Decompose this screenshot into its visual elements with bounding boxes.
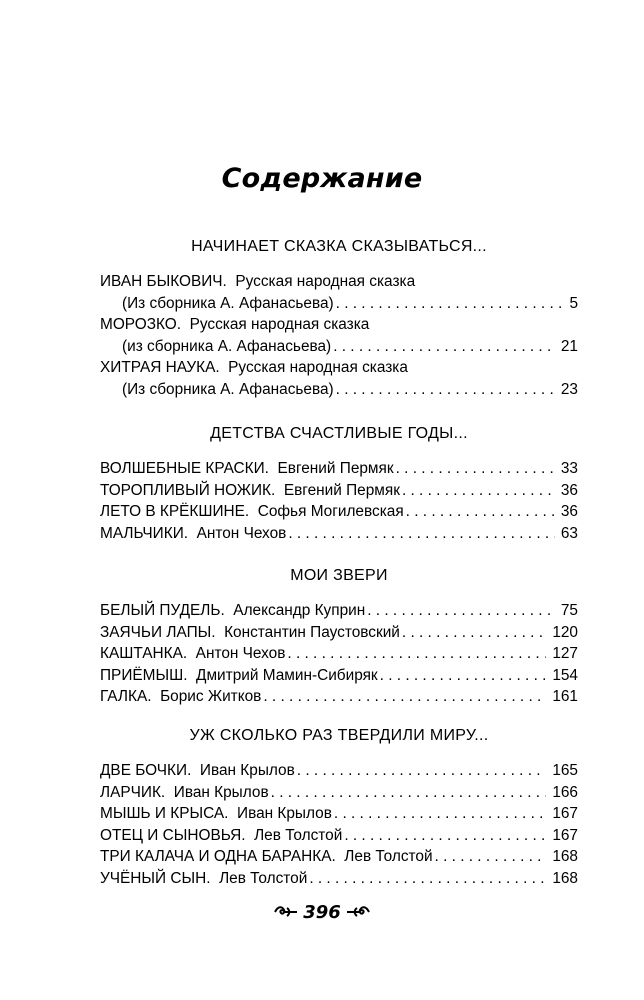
dot-leader [367,600,555,622]
entry-page-number: 36 [560,481,578,499]
toc-entry[interactable] [100,357,578,400]
entry-author: Софья Могилевская [249,503,404,521]
entry-author: Евгений Пермяк [275,481,400,499]
dot-leader [336,379,555,401]
entry-source: (Из сборника А. Афанасьева) [122,380,334,398]
dot-leader [402,480,555,502]
toc-entry[interactable] [100,314,578,357]
entry-line [100,271,578,293]
toc-entry[interactable] [100,760,578,782]
entry-line [100,825,578,847]
entry-line [100,523,578,545]
page-title: Содержание [221,163,423,194]
entry-page-number: 168 [552,869,578,887]
entry-author: Александр Куприн [224,602,366,619]
entry-line [100,336,578,358]
entry-title: ТОРОПЛИВЫЙ НОЖИК. [100,481,276,499]
entry-page-number: 5 [569,294,578,312]
entry-line [100,868,578,890]
entry-author: Лев Толстой [210,869,308,887]
entry-line [100,357,578,379]
entry-title: ХИТРАЯ НАУКА. [100,359,220,377]
entry-title: ПРИЁМЫШ. [100,666,188,684]
entry-line [100,782,578,804]
entry-line [100,846,578,868]
section-heading: НАЧИНАЕТ СКАЗКА СКАЗЫВАТЬСЯ... [191,238,487,255]
dot-leader [263,686,546,708]
entry-author: Русская народная сказка [226,273,416,290]
entry-author: Русская народная сказка [181,316,370,334]
entry-line [100,293,578,315]
entry-page-number: 63 [560,524,578,542]
page-number: 396 [303,901,341,923]
entry-line [100,760,578,782]
toc-entry[interactable] [100,825,578,847]
toc-entry[interactable] [100,271,578,314]
dot-leader [396,458,555,480]
dot-leader [271,782,547,804]
toc-entry[interactable] [100,600,578,622]
entry-line [100,501,578,523]
entry-author: Борис Житков [151,688,262,706]
entry-author: Лев Толстой [335,848,433,866]
entry-author: Константин Паустовский [215,623,400,641]
toc-entry[interactable] [100,501,578,523]
toc-section [100,422,578,544]
dot-leader [336,293,564,315]
entry-page-number: 21 [560,337,578,355]
entry-line [100,803,578,825]
entry-title: КАШТАНКА. [100,645,188,663]
entry-title: ВОЛШЕБНЫЕ КРАСКИ. [100,460,269,477]
dot-leader [435,846,547,868]
dot-leader [402,622,546,644]
right-ornament-icon [345,904,371,920]
entry-page-number: 36 [560,503,578,521]
toc-section [100,235,578,401]
entry-title: ТРИ КАЛАЧА И ОДНА БАРАНКА. [100,848,336,866]
entry-author: Русская народная сказка [219,359,408,377]
dot-leader [380,665,547,687]
entry-author: Евгений Пермяк [268,460,394,477]
toc-entry[interactable] [100,458,578,480]
page-folio [0,897,644,927]
entry-line [100,379,578,401]
entry-title: ДВЕ БОЧКИ. [100,762,192,779]
entry-page-number: 167 [552,826,578,844]
entry-title: ЛАРЧИК. [100,783,166,801]
entry-line [100,643,578,665]
dot-leader [334,803,546,825]
dot-leader [406,501,555,523]
entry-author: Иван Крылов [165,783,269,801]
dot-leader [287,643,546,665]
entry-line [100,458,578,480]
entry-source: (Из сборника А. Афанасьева) [122,294,334,312]
entry-title: МОРОЗКО. [100,316,182,334]
toc-entry[interactable] [100,643,578,665]
entry-author: Дмитрий Мамин-Сибиряк [187,666,378,684]
entry-author: Антон Чехов [188,524,287,542]
toc-entry[interactable] [100,622,578,644]
toc-entry[interactable] [100,803,578,825]
entry-page-number: 165 [552,762,578,779]
toc-section [100,724,578,890]
toc-entry[interactable] [100,480,578,502]
entry-page-number: 154 [552,666,578,684]
entry-author: Антон Чехов [187,645,286,663]
entry-title: ГАЛКА. [100,688,152,706]
toc-entry[interactable] [100,868,578,890]
toc-entry[interactable] [100,782,578,804]
entry-line [100,665,578,687]
entry-title: ЗАЯЧЬИ ЛАПЫ. [100,623,216,641]
entry-line [100,480,578,502]
toc-entry[interactable] [100,686,578,708]
entry-page-number: 33 [560,460,578,477]
toc-entry[interactable] [100,665,578,687]
entry-page-number: 167 [552,805,578,823]
section-heading: УЖ СКОЛЬКО РАЗ ТВЕРДИЛИ МИРУ... [189,727,489,744]
toc-entry[interactable] [100,846,578,868]
dot-leader [309,868,546,890]
entry-title: МАЛЬЧИКИ. [100,524,189,542]
dot-leader [333,336,555,358]
entry-title: ЛЕТО В КРЁКШИНЕ. [100,503,250,521]
toc-entry[interactable] [100,523,578,545]
section-heading: ДЕТСТВА СЧАСТЛИВЫЕ ГОДЫ... [210,425,468,442]
entry-author: Лев Толстой [245,826,343,844]
entry-source: (из сборника А. Афанасьева) [122,337,332,355]
entry-title: УЧЁНЫЙ СЫН. [100,869,211,887]
entry-line [100,314,578,336]
dot-leader [288,523,555,545]
entry-page-number: 23 [560,380,578,398]
dot-leader [344,825,546,847]
left-ornament-icon [273,904,299,920]
entry-page-number: 120 [552,623,578,641]
toc-section [100,564,578,708]
entry-title: МЫШЬ И КРЫСА. [100,805,229,823]
dot-leader [297,760,547,782]
entry-line [100,622,578,644]
entry-title: ОТЕЦ И СЫНОВЬЯ. [100,826,246,844]
entry-page-number: 168 [552,848,578,866]
entry-page-number: 127 [552,645,578,663]
entry-page-number: 75 [560,602,578,619]
entry-author: Иван Крылов [191,762,295,779]
section-heading: МОИ ЗВЕРИ [290,567,388,584]
entry-line [100,686,578,708]
entry-line [100,600,578,622]
entry-author: Иван Крылов [228,805,332,823]
entry-title: ИВАН БЫКОВИЧ. [100,273,227,290]
entry-page-number: 166 [552,783,578,801]
entry-title: БЕЛЫЙ ПУДЕЛЬ. [100,602,225,619]
entry-page-number: 161 [552,688,578,706]
